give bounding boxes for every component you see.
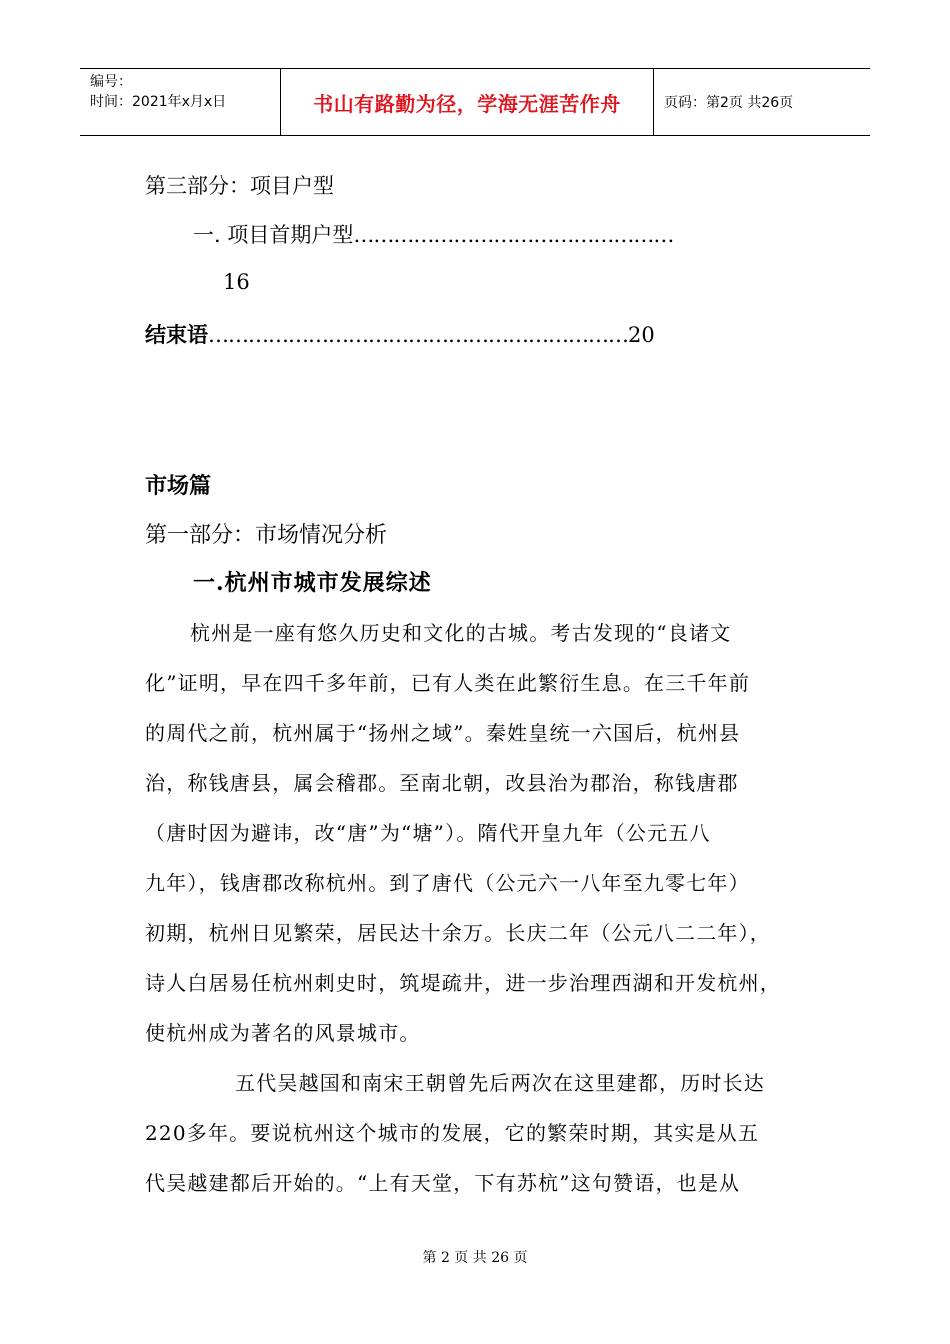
paragraph-1-line: （唐时因为避讳，改“唐”为“塘”）。隋代开皇九年（公元五八 <box>145 821 711 845</box>
document-number-label: 编号： <box>90 74 132 90</box>
header-motto: 书山有路勤为径，学海无涯苦作舟 <box>313 91 621 116</box>
toc-ending <box>145 319 655 349</box>
section-heading: 一.杭州市城市发展综述 <box>193 570 432 596</box>
paragraph-1-line: 杭州是一座有悠久历史和文化的古城。考古发现的“良诸文 <box>190 621 732 645</box>
toc-ending-label: 结束语 <box>145 322 208 347</box>
header-page-cell <box>654 69 870 135</box>
paragraph-1-line: 九年），钱唐郡改称杭州。到了唐代（公元六一八年至九零七年） <box>145 871 750 895</box>
paragraph-1-line: 使杭州成为著名的风景城市。 <box>145 1021 421 1045</box>
paragraph-1-line: 诗人白居易任杭州刺史时，筑堤疏井，进一步治理西湖和开发杭州， <box>145 971 781 995</box>
toc-ending-dots: ……………………………………………………… <box>208 323 628 347</box>
part1-title: 第一部分：市场情况分析 <box>145 523 388 548</box>
paragraph-1-line: 的周代之前，杭州属于“扬州之域”。秦姓皇统一六国后，杭州县 <box>145 721 741 745</box>
header-motto-cell <box>281 69 654 135</box>
header-meta-cell <box>80 69 281 135</box>
paragraph-2-line: 代吴越建都后开始的。“上有天堂，下有苏杭”这句赞语，也是从 <box>145 1171 741 1195</box>
toc-item1-label: 一. 项目首期户型 <box>193 223 354 247</box>
paragraph-1-line: 治，称钱唐县，属会稽郡。至南北朝，改县治为郡治，称钱唐郡 <box>145 771 739 795</box>
paragraph-1-line: 化”证明，早在四千多年前，已有人类在此繁衍生息。在三千年前 <box>145 671 751 695</box>
section-title: 市场篇 <box>145 473 212 499</box>
paragraph-2-line: 220多年。要说杭州这个城市的发展，它的繁荣时期，其实是从五 <box>145 1121 760 1145</box>
toc-item1 <box>193 219 673 249</box>
toc-item1-page: 16 <box>223 270 250 294</box>
toc-item1-dots: ………………………………………… <box>353 223 674 247</box>
paragraph-2-line: 五代吴越国和南宋王朝曾先后两次在这里建都，历时长达 <box>235 1071 765 1095</box>
toc-ending-page: 20 <box>628 323 655 347</box>
page-footer: 第 2 页 共 26 页 <box>422 1250 528 1266</box>
document-time-label: 时间：2021年x月x日 <box>90 94 227 110</box>
toc-part3-title: 第三部分：项目户型 <box>145 174 334 198</box>
document-header <box>80 68 870 136</box>
paragraph-1 <box>145 608 810 1058</box>
paragraph-2 <box>145 1058 810 1208</box>
paragraph-1-line: 初期，杭州日见繁荣，居民达十余万。长庆二年（公元八二二年）， <box>145 921 771 945</box>
header-page-info: 页码：第2页 共26页 <box>664 95 794 111</box>
